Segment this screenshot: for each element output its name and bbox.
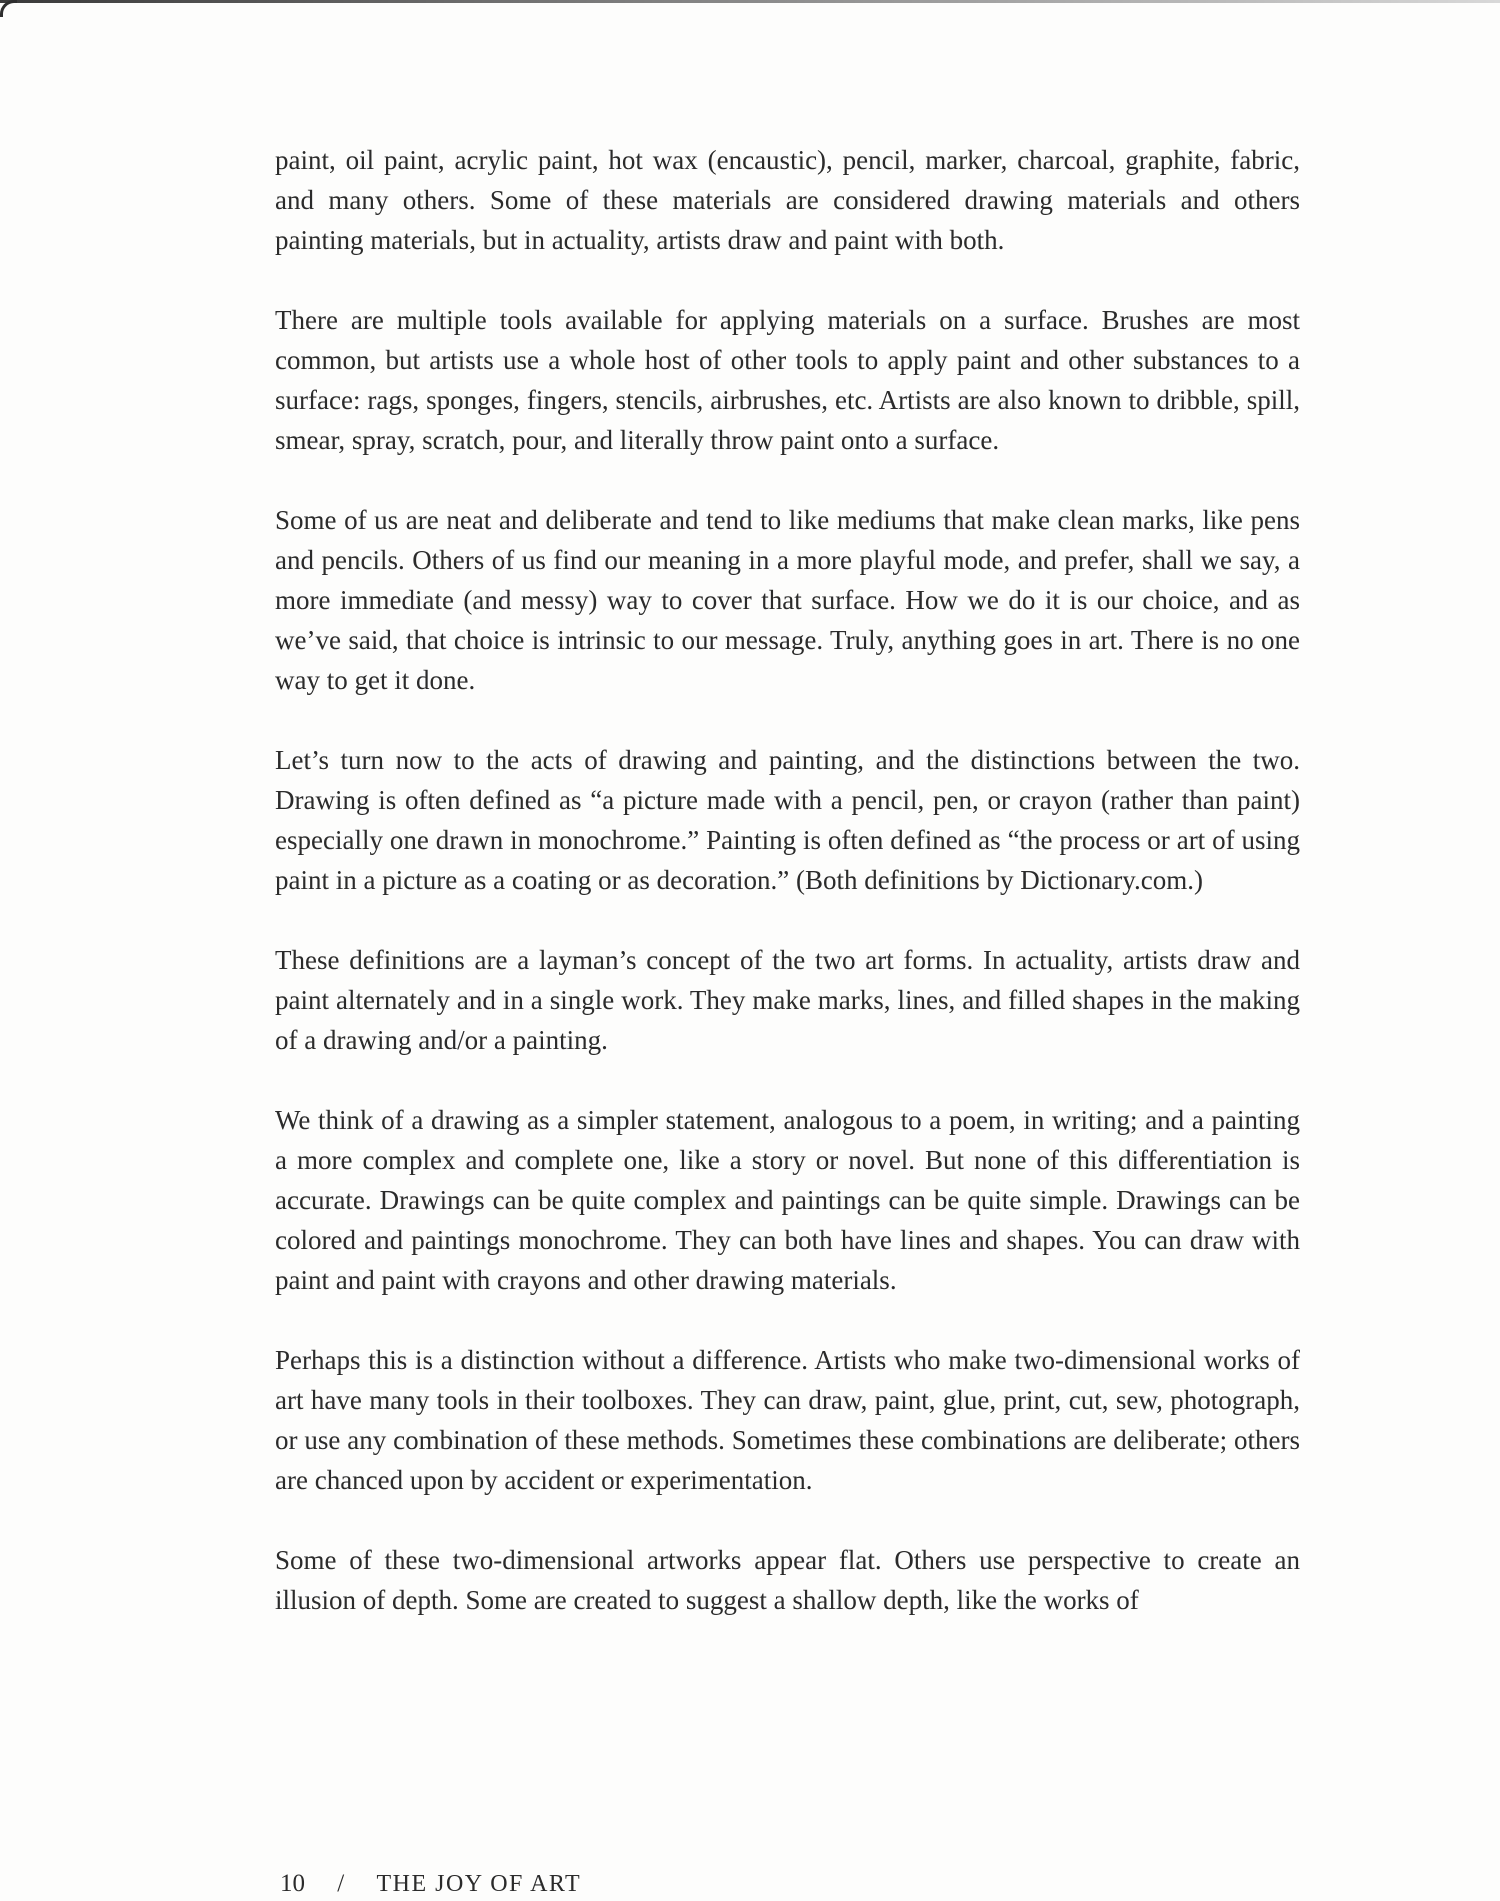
paragraph-working-styles: Some of us are neat and deliberate and tend to like mediums that make clean marks, like pens and pencils. Others of us find our meaning in a more playful mode, and prefer, shall we say, a more immediate (and messy) way to cover that surface. How we do it is our choice, and as we’ve said, that choice is intrinsic to our message. Truly, anything goes in art. There is no one way to get it done. <box>275 505 1300 695</box>
paragraph-distinction: Perhaps this is a distinction without a difference. Artists who make two-dimensional works of art have many tools in their toolboxes. They can draw, paint, glue, print, cut, sew, photograph, or use any combination of these methods. Sometimes these combinations are deliberate; others are chanced upon by accident or experimentation. <box>275 1345 1300 1495</box>
paragraph-materials: paint, oil paint, acrylic paint, hot wax (encaustic), pencil, marker, charcoal, graphite, fabric, and many others. Some of these materials are considered drawing materials and others painting materials, but in actuality, artists draw and paint with both. <box>275 145 1300 255</box>
body-text <box>275 140 1300 1660</box>
paragraph-drawing-vs-painting: We think of a drawing as a simpler statement, analogous to a poem, in writing; and a painting a more complex and complete one, like a story or novel. But none of this differentiation is accurate. Drawings can be quite complex and paintings can be quite simple. Drawings can be colored and paintings monochrome. They can both have lines and shapes. You can draw with paint and paint with crayons and other drawing materials. <box>275 1105 1300 1295</box>
page-footer <box>280 1870 581 1898</box>
paragraph-layman-concept: These definitions are a layman’s concept of the two art forms. In actuality, artists draw and paint alternately and in a single work. They make marks, lines, and filled shapes in the making of a drawing and/or a painting. <box>275 945 1300 1055</box>
page-number: 10 <box>280 1870 305 1897</box>
paragraph-definitions: Let’s turn now to the acts of drawing and painting, and the distinctions between the two. Drawing is often defined as “a picture made with a pencil, pen, or crayon (rather than paint) especially one drawn in monochrome.” Painting is often defined as “the process or art of using paint in a picture as a coating or as decoration.” (Both definitions by Dictionary.com.) <box>275 745 1300 895</box>
scan-edge <box>0 0 1500 3</box>
footer-separator: / <box>337 1870 345 1897</box>
running-title: THE JOY OF ART <box>376 1871 582 1897</box>
paragraph-depth: Some of these two-dimensional artworks appear flat. Others use perspective to create an illusion of depth. Some are created to suggest a shallow depth, like the works of <box>275 1545 1300 1615</box>
paragraph-tools: There are multiple tools available for applying materials on a surface. Brushes are most common, but artists use a whole host of other tools to apply paint and other substances to a surface: rags, sponges, fingers, stencils, airbrushes, etc. Artists are also known to dribble, spill, smear, spray, scratch, pour, and literally throw paint onto a surface. <box>275 305 1300 455</box>
